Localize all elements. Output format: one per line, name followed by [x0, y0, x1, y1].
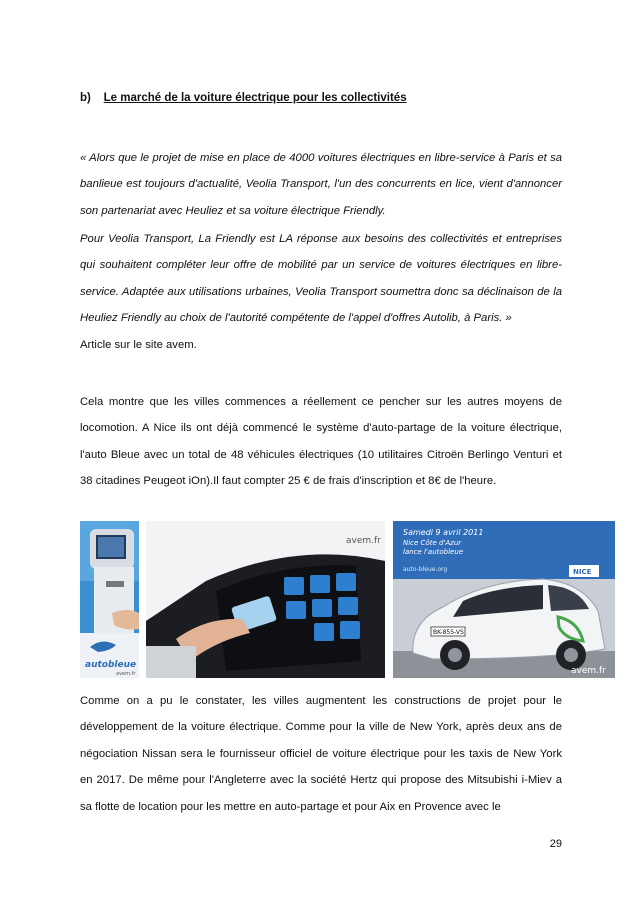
banner-line-2: Nice Côte d'Azur	[403, 539, 462, 547]
body-paragraph-cities: Comme on a pu le constater, les villes augmentent les constructions de projet pour le développement de la voiture électrique. Comme pour la ville de New York, après deux ans de négociation Nissan sera le fournisseur officiel de voiture électrique pour les taxis de New York en 2017. De même pour l'Angleterre avec la société Hertz qui propose des Mitsubishi i-Miev a sa flotte de location pour les mettre en auto-partage et pour Aix en Provence avec le	[80, 695, 562, 813]
banner-line-3: lance l'autobleue	[403, 548, 464, 556]
photo-strip	[80, 521, 615, 678]
section-title: Le marché de la voiture électrique pour les collectivités	[103, 92, 407, 104]
photo-card-screen	[146, 521, 385, 678]
banner-line-1: Samedi 9 avril 2011	[403, 528, 484, 537]
watermark-2: avem.fr	[346, 536, 381, 546]
screen-illustration	[146, 521, 385, 678]
body-paragraph-nice: Cela montre que les villes commences a réellement ce pencher sur les autres moyens de locomotion. A Nice ils ont déjà commencé le système d'auto-partage de la voiture électrique, l'auto Bleue avec un total de 48 véhicules électriques (10 utilitaires Citroën Berlingo Venturi et 38 citadines Peugeot iOn).Il faut compter 25 € de frais d'inscription et 8€ de l'heure.	[80, 396, 562, 488]
terminal-illustration	[80, 521, 139, 678]
section-prefix: b)	[80, 92, 91, 104]
quote-block-2	[80, 226, 562, 358]
source-note: Article sur le site avem.	[80, 338, 197, 351]
watermark-1: avem.fr	[116, 671, 136, 677]
watermark-3: avem.fr	[571, 666, 606, 676]
banner-url: auto-bleue.org	[403, 566, 448, 573]
page-number: 29	[549, 838, 562, 850]
photo-autobleue-car	[393, 521, 615, 678]
car-illustration	[393, 521, 615, 678]
nice-sign: NICE	[573, 568, 592, 576]
quote-paragraph-1: « Alors que le projet de mise en place de 4000 voitures électriques en libre-service à Paris et sa banlieue est toujours d'actualité, Veolia Transport, l'un des concurrents en lice, vient d'annoncer son partenariat avec Heuliez et sa voiture électrique Friendly.	[80, 152, 562, 217]
license-plate: BK-855-VS	[433, 629, 464, 636]
section-heading	[80, 92, 407, 104]
autobleue-logo-text: autobleue	[85, 660, 137, 670]
photo-autobleue-terminal	[80, 521, 139, 678]
quote-paragraph-2: Pour Veolia Transport, La Friendly est LA réponse aux besoins des collectivités et entreprises qui souhaitent compléter leur offre de mobilité par un service de voitures électriques en libre-service. Adaptée aux utilisations urbaines, Veolia Transport soumettra donc sa déclinaison de la Heuliez Friendly au choix de l'autorité compétente de l'appel d'offres Autolib, à Paris. »	[80, 233, 562, 325]
